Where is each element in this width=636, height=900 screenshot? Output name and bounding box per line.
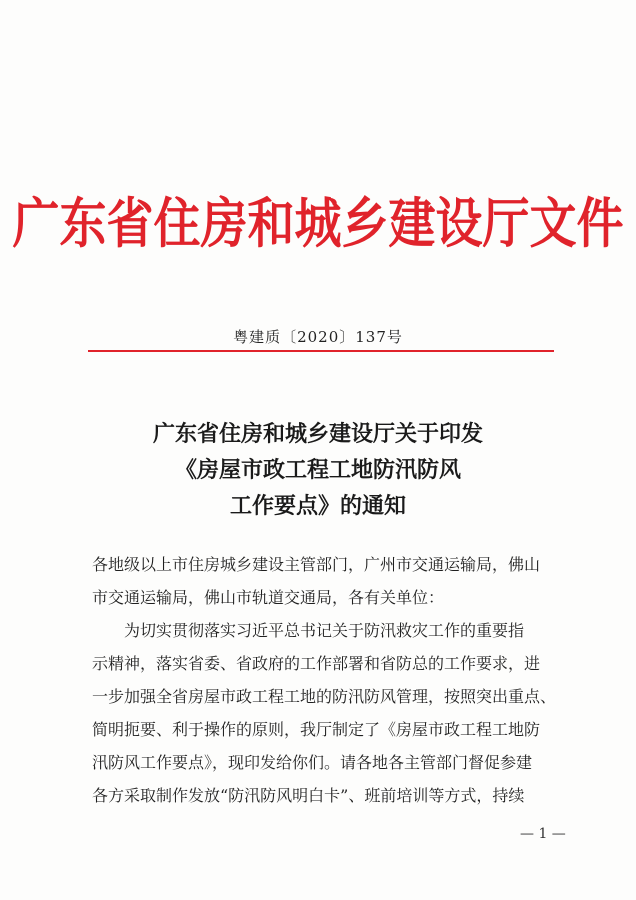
notice-body (92, 548, 580, 812)
notice-title-line-3: 工作要点》的通知 (229, 493, 406, 519)
body-line-2: 示精神，落实省委、省政府的工作部署和省防总的工作要求，进 (92, 654, 541, 673)
agency-header-title: 广东省住房和城乡建设厅文件 (12, 192, 624, 256)
red-divider-line (88, 350, 554, 352)
notice-title-line-2: 《房屋市政工程工地防汛防风 (174, 457, 461, 483)
body-line-3: 一步加强全省房屋市政工程工地的防汛防风管理，按照突出重点、 (92, 687, 557, 706)
body-line-5: 汛防风工作要点》，现印发给你们。请各地各主管部门督促参建 (92, 753, 533, 772)
body-line-6: 各方采取制作发放“防汛防风明白卡”、班前培训等方式，持续 (92, 786, 525, 805)
notice-title (0, 416, 636, 524)
addressee-line-1: 各地级以上市住房城乡建设主管部门，广州市交通运输局，佛山 (92, 555, 541, 574)
body-line-1: 为切实贯彻落实习近平总书记关于防汛救灾工作的重要指 (124, 621, 525, 640)
page-number: — 1 — (520, 826, 566, 842)
notice-title-line-1: 广东省住房和城乡建设厅关于印发 (152, 421, 483, 447)
body-line-4: 简明扼要、利于操作的原则，我厅制定了《房屋市政工程工地防 (92, 720, 541, 739)
addressee-line-2: 市交通运输局，佛山市轨道交通局，各有关单位： (92, 588, 445, 607)
document-number: 粤建质〔2020〕137号 (233, 328, 403, 346)
